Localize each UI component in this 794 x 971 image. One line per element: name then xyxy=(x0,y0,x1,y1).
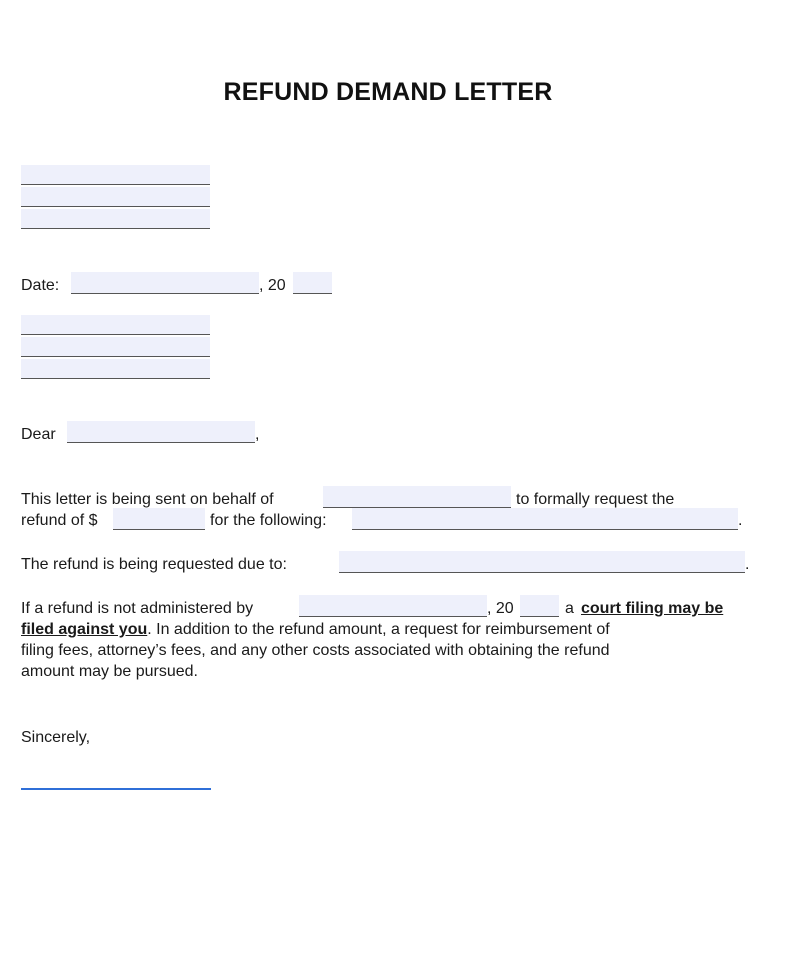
refund-amount-field[interactable] xyxy=(113,508,205,530)
para2-period: . xyxy=(745,556,750,573)
para3-line2-rest: . In addition to the refund amount, a request for reimbursement of xyxy=(147,621,610,638)
deadline-date-field[interactable] xyxy=(299,595,487,617)
date-label: Date: xyxy=(21,277,60,294)
recipient-address-line-2[interactable] xyxy=(21,337,210,357)
para1-line1-end: to formally request the xyxy=(516,491,675,508)
para3-line3: filing fees, attorney’s fees, and any other costs associated with obtaining the refund xyxy=(21,642,610,659)
para3-line4: amount may be pursued. xyxy=(21,663,198,680)
refund-items-field[interactable] xyxy=(352,508,738,530)
sender-address-line-3[interactable] xyxy=(21,209,210,229)
para3-line1-start: If a refund is not administered by xyxy=(21,600,254,617)
para1-period: . xyxy=(738,512,743,529)
closing: Sincerely, xyxy=(21,729,91,746)
salutation-comma: , xyxy=(255,426,260,443)
date-year-prefix: , 20 xyxy=(259,277,286,294)
para3-line2 xyxy=(21,620,610,640)
court-filing-warning-line2: filed against you xyxy=(21,621,148,638)
para3-year-prefix: , 20 xyxy=(487,600,514,617)
para1-line1-start: This letter is being sent on behalf of xyxy=(21,491,274,508)
sender-address-line-1[interactable] xyxy=(21,165,210,185)
court-filing-warning-line1: court filing may be xyxy=(581,600,724,617)
refund-reason-field[interactable] xyxy=(339,551,745,573)
para3-line1-a: a xyxy=(565,600,574,617)
date-year-field[interactable] xyxy=(293,272,332,294)
para1-line2-start: refund of $ xyxy=(21,512,98,529)
salutation-label: Dear xyxy=(21,426,56,443)
recipient-address-line-1[interactable] xyxy=(21,315,210,335)
recipient-address-line-3[interactable] xyxy=(21,359,210,379)
on-behalf-of-field[interactable] xyxy=(323,486,511,508)
document-title: REFUND DEMAND LETTER xyxy=(223,78,553,106)
deadline-year-field[interactable] xyxy=(520,595,559,617)
signature-line[interactable] xyxy=(21,788,211,790)
date-field[interactable] xyxy=(71,272,259,294)
para2-text: The refund is being requested due to: xyxy=(21,556,287,573)
sender-address-line-2[interactable] xyxy=(21,187,210,207)
para1-line2-mid: for the following: xyxy=(210,512,327,529)
recipient-name-field[interactable] xyxy=(67,421,255,443)
